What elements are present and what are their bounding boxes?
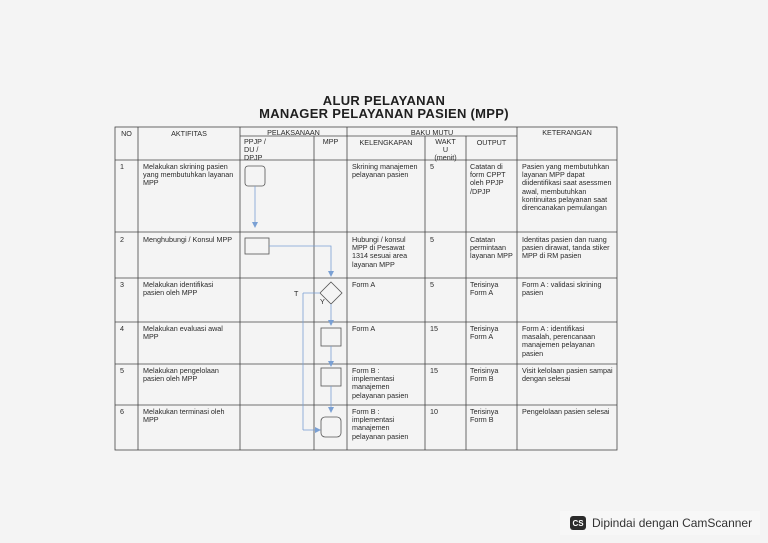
camscanner-watermark xyxy=(560,511,760,535)
row-1-output: Catatan di form CPPT oleh PPJP /DPJP xyxy=(470,162,506,196)
row-3-waktu: 5 xyxy=(430,280,434,289)
row-1-waktu: 5 xyxy=(430,162,434,171)
row-4-kelengkapan: Form A xyxy=(352,324,376,333)
row-2-waktu: 5 xyxy=(430,235,434,244)
row-5-keterangan: Visit kelolaan pasien sampai dengan selesai xyxy=(522,366,613,384)
flow-label-t: T xyxy=(294,289,299,298)
row-4-waktu: 15 xyxy=(430,324,438,333)
row-5-aktifitas: Melakukan pengelolaan pasien oleh MPP xyxy=(143,366,219,384)
row-3-aktifitas: Melakukan identifikasi pasien oleh MPP xyxy=(143,280,214,298)
row-2-aktifitas: Menghubungi / Konsul MPP xyxy=(143,235,233,244)
doc-title: ALUR PELAYANAN xyxy=(322,93,446,108)
header-kelengkapan: KELENGKAPAN xyxy=(359,138,413,147)
row-2-keterangan: Identitas pasien dan ruang pasien dirawat, tanda stiker MPP di RM pasien xyxy=(522,235,610,261)
camscanner-text: Dipindai dengan CamScanner xyxy=(592,516,753,530)
flow-step-6-rounded-box xyxy=(321,417,341,437)
row-4-output: Terisinya Form A xyxy=(470,324,499,342)
header-mpp: MPP xyxy=(322,137,339,146)
header-baku-mutu: BAKU MUTU xyxy=(410,128,454,137)
flow-step-1-rounded-box xyxy=(245,166,265,186)
row-3-no: 3 xyxy=(120,280,124,289)
header-pelaksanaan: PELAKSANAAN xyxy=(267,128,320,137)
row-5-output: Terisinya Form B xyxy=(470,366,499,384)
flow-step-2-box xyxy=(245,238,269,254)
row-6-no: 6 xyxy=(120,407,124,416)
row-5-kelengkapan: Form B : implementasi manajemen pelayanan pasien xyxy=(352,366,409,400)
flow-step-4-box xyxy=(321,328,341,346)
row-3-kelengkapan: Form A xyxy=(352,280,376,289)
row-6-waktu: 10 xyxy=(430,407,438,416)
header-keterangan: KETERANGAN xyxy=(542,128,592,137)
doc-subtitle: MANAGER PELAYANAN PASIEN (MPP) xyxy=(259,106,509,121)
row-1-no: 1 xyxy=(120,162,124,171)
row-6-keterangan: Pengelolaan pasien selesai xyxy=(522,407,610,416)
flow-step-5-box xyxy=(321,368,341,386)
row-5-waktu: 15 xyxy=(430,366,438,375)
row-2-kelengkapan: Hubungi / konsul MPP di Pesawat 1314 sesuai area layanan MPP xyxy=(352,235,408,269)
row-6-aktifitas: Melakukan terminasi oleh MPP xyxy=(143,407,225,425)
header-aktifitas: AKTIFITAS xyxy=(171,129,207,138)
row-1-aktifitas: Melakukan skrining pasien yang membutuhkan layanan MPP xyxy=(143,162,234,188)
row-3-keterangan: Form A : validasi skrining pasien xyxy=(522,280,602,298)
row-4-no: 4 xyxy=(120,324,124,333)
row-6-output: Terisinya Form B xyxy=(470,407,499,425)
flow-label-y: Y xyxy=(320,297,325,306)
row-3-output: Terisinya Form A xyxy=(470,280,499,298)
camscanner-logo-icon: CS xyxy=(570,516,586,530)
row-4-keterangan: Form A : identifikasi masalah, perencanaan manajemen pelayanan pasien xyxy=(522,324,596,358)
row-2-no: 2 xyxy=(120,235,124,244)
row-4-aktifitas: Melakukan evaluasi awal MPP xyxy=(143,324,223,342)
header-ppjp: PPJP / DU / DPJP xyxy=(244,137,266,163)
header-waktu: WAKT U (menit) xyxy=(434,137,457,163)
row-2-output: Catatan permintaan layanan MPP xyxy=(470,235,513,261)
row-5-no: 5 xyxy=(120,366,124,375)
row-6-kelengkapan: Form B : implementasi manajemen pelayanan pasien xyxy=(352,407,409,441)
header-no: NO xyxy=(121,129,132,138)
row-1-kelengkapan: Skrining manajemen pelayanan pasien xyxy=(352,162,418,180)
row-1-keterangan: Pasien yang membutuhkan layanan MPP dapat diidentifikasi saat asessmen awal, membutuhkan kontinuitas pelayanan saat direncanakan pemulangan xyxy=(522,162,612,213)
header-output: OUTPUT xyxy=(476,138,507,147)
